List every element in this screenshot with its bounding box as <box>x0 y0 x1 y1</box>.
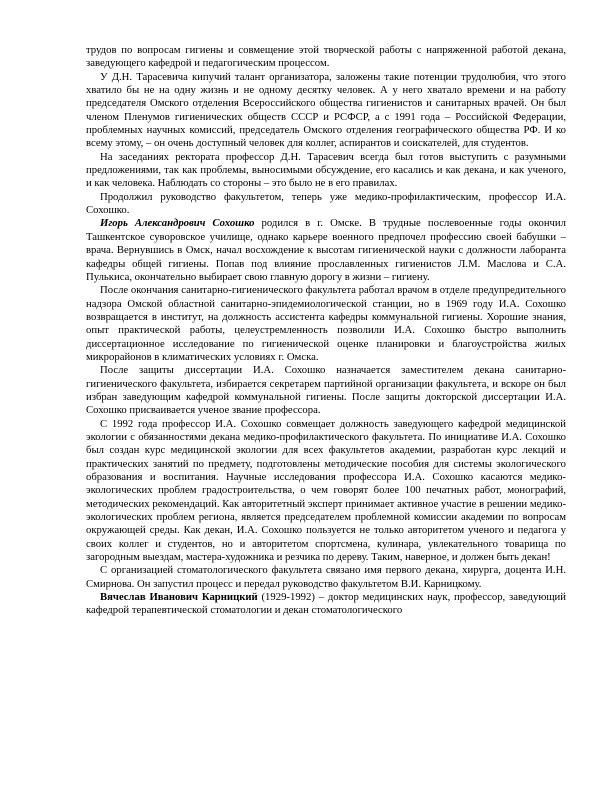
paragraph-6-text: После окончания санитарно-гигиенического факультета работал врачом в отделе предупредительного надзора Омской областной санитарно-эпидемиологической станции, но в 1969 году И.А. Сохошко возвращается в институт, на должность ассистента кафедры коммунальной гигиены. Хорошие знания, опыт практической работы, целеустремленность позволили И.А. Сохошко быстро выполнить диссертационное исследование по гигиенической оценке планировки и благоустройства жилых микрорайонов в климатических условиях г. Омска. <box>86 284 566 363</box>
paragraph-2 <box>86 71 566 151</box>
paragraph-10 <box>86 591 566 618</box>
paragraph-9-text: С организацией стоматологического факультета связано имя первого декана, хирурга, доцента И.Н. Смирнова. Он запустил процесс и передал руководство факультетом В.И. Карницкому. <box>86 564 566 590</box>
paragraph-1 <box>86 44 566 71</box>
person-name-karnitsky: Вячеслав Иванович Карницкий <box>100 591 258 604</box>
person-name-sokhoshko: Игорь Александрович Сохошко <box>100 217 255 230</box>
paragraph-2-text: У Д.Н. Тарасевича кипучий талант организатора, заложены такие потенции трудолюбия, что этого хватило бы не на одну жизнь и не одному десятку человек. А у него хватало времени и на работу председателя Омского отделения Всероссийского общества гигиенистов и санитарных врачей. Он был членом Пленумов гигиенических обществ СССР и РСФСР, а с 1991 года – Российской Федерации, проблемных научных комиссий, председатель Омского отделения географического общества РФ. И ко всему этому, – он очень доступный человек для коллег, аспирантов и соискателей, для студентов. <box>86 70 566 150</box>
paragraph-9 <box>86 564 566 591</box>
paragraph-8 <box>86 418 566 565</box>
paragraph-1-text: трудов по вопросам гигиены и совмещение этой творческой работы с напряженной работой декана, заведующего кафедрой и педагогическим процессом. <box>86 44 566 70</box>
paragraph-4-text: Продолжил руководство факультетом, теперь уже медико-профилактическим, профессор И.А. Сохошко. <box>86 190 566 217</box>
paragraph-7 <box>86 364 566 417</box>
paragraph-8-text: С 1992 года профессор И.А. Сохошко совмещает должность заведующего кафедрой медицинской экологии с обязанностями декана медико-профилактического факультета. По инициативе И.А. Сохошко был создан курс медицинской экологии для всех факультетов академии, разработан курс лекций и практических занятий по предмету, подготовлены методические пособия для системы экологического образования и воспитания. Научные исследования профессора И.А. Сохошко касаются медико-экологических проблем градостроительства, о чем говорят более 100 печатных работ, монографий, методических рекомендаций. Как авторитетный эксперт принимает активное участие в решении медико-экологических проблем региона, является председателем проблемной комиссии академии по вопросам окружающей среды. Как декан, И.А. Сохошко пользуется не только авторитетом ученого и педагога у своих коллег и студентов, но и авторитетом спортсмена, кулинара, увлекательного товарища по загородным выездам, мастера-художника и резчика по дереву. Таким, наверное, и должен быть декан! <box>86 417 566 564</box>
paragraph-4 <box>86 191 566 218</box>
paragraph-7-text: После защиты диссертации И.А. Сохошко назначается заместителем декана санитарно-гигиенического факультета, избирается секретарем партийной организации факультета, и вскоре он был избран заведующим кафедрой коммунальной гигиены. После защиты докторской диссертации И.А. Сохошко присваивается ученое звание профессора. <box>86 364 566 417</box>
paragraph-6 <box>86 284 566 364</box>
paragraph-3-text: На заседаниях ректората профессор Д.Н. Тарасевич всегда был готов выступить с разумными предложениями, так как проблемы, выносимыми обсуждение, его касались и как декана, и как ученого, и как человека. Наблюдать со стороны – это было не в его правилах. <box>86 150 566 190</box>
paragraph-5-text: родился в г. Омске. В трудные послевоенные годы окончил Ташкентское суворовское училище, однако карьере военного предпочел профессию своей бабушки – врача. Вернувшись в Омск, начал восхождение к высотам гигиенической науки с должности лаборанта кафедры общей гигиены. Попав под влияние прославленных гигиенистов Л.М. Маслова и С.А. Пулькиса, окончательно выбирает свою главную дорогу в жизни – гигиену. <box>86 217 566 283</box>
paragraph-3 <box>86 151 566 191</box>
paragraph-10-text: (1929-1992) – доктор медицинских наук, профессор, заведующий кафедрой терапевтической стоматологии и декан стоматологического <box>86 591 566 617</box>
document-page <box>86 44 566 618</box>
paragraph-5 <box>86 217 566 284</box>
